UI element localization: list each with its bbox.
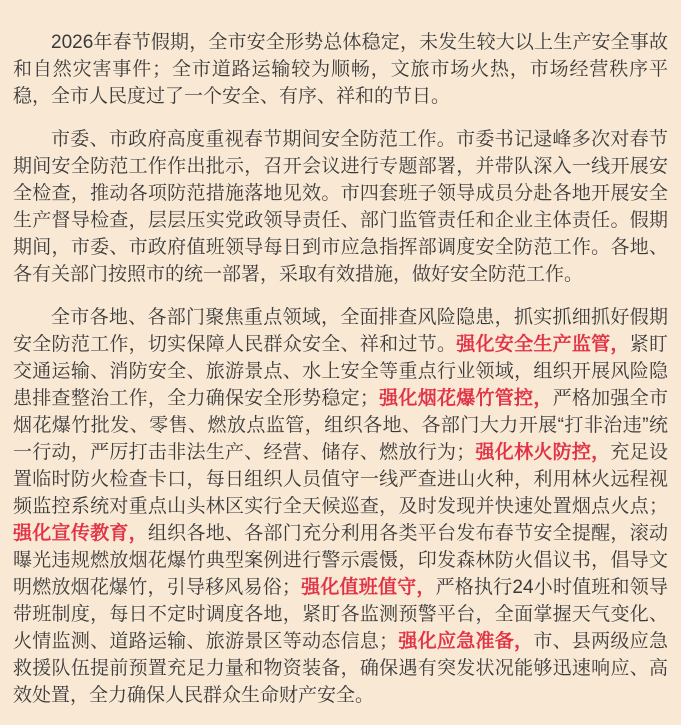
paragraph-2 (13, 126, 668, 288)
highlighted-phrase: 强化林火防控， (475, 442, 611, 463)
text-segment: 严格执行24小时值班和领导带班制度，每日不定时调度各地，紧盯各监测预警平台，全面掌握天气变化、火情监测、道路运输、旅游景区等动态信息； (13, 577, 668, 652)
text-segment: 严格加强全市烟花爆竹批发、零售、燃放点监管，组织各地、各部门大力开展“打非治违”统一行动，严厉打击非法生产、经营、储存、燃放行为； (13, 388, 668, 463)
highlighted-phrase: 强化应急准备， (398, 631, 534, 652)
text-segment: 紧盯交通运输、消防安全、旅游景点、水上安全等重点行业领域，组织开展风险隐患排查整治工作，全力确保安全形势稳定； (13, 334, 668, 409)
highlighted-phrase: 强化值班值守， (300, 577, 436, 598)
text-segment: 充足设置临时防火检查卡口，每日组织人员值守一线严查进山火种，利用林火远程视频监控系统对重点山头林区实行全天候巡查，及时发现并快速处置烟点火点； (13, 442, 668, 517)
text-segment: 组织各地、各部门充分利用各类平台发布春节安全提醒，滚动曝光违规燃放烟花爆竹典型案例进行警示震慑，印发森林防火倡议书，倡导文明燃放烟花爆竹，引导移风易俗； (13, 523, 668, 598)
paragraph-1 (13, 29, 668, 110)
text-segment: 市、县两级应急救援队伍提前预置充足力量和物资装备，确保遇有突发状况能够迅速响应、高效处置，全力确保人民群众生命财产安全。 (13, 631, 668, 706)
text-segment: 市委、市政府高度重视春节期间安全防范工作。市委书记逯峰多次对春节期间安全防范工作作出批示，召开会议进行专题部署，并带队深入一线开展安全检查，推动各项防范措施落地见效。市四套班子领导成员分赴各地开展安全生产督导检查，层层压实党政领导责任、部门监管责任和企业主体责任。假期期间，市委、市政府值班领导每日到市应急指挥部调度安全防范工作。各地、各有关部门按照市的统一部署，采取有效措施，做好安全防范工作。 (13, 129, 668, 285)
highlighted-phrase: 强化宣传教育， (13, 523, 148, 544)
text-segment: 2026年春节假期，全市安全形势总体稳定，未发生较大以上生产安全事故和自然灾害事件；全市道路运输较为顺畅，文旅市场火热，市场经营秩序平稳，全市人民度过了一个安全、有序、祥和的节日。 (13, 32, 668, 107)
paragraph-3 (13, 304, 668, 709)
highlighted-phrase: 强化安全生产监管， (456, 334, 630, 355)
highlighted-phrase: 强化烟花爆竹管控， (378, 388, 553, 409)
text-segment: 全市各地、各部门聚焦重点领域，全面排查风险隐患，抓实抓细抓好假期安全防范工作，切实保障人民群众安全、祥和过节。 (13, 307, 668, 355)
